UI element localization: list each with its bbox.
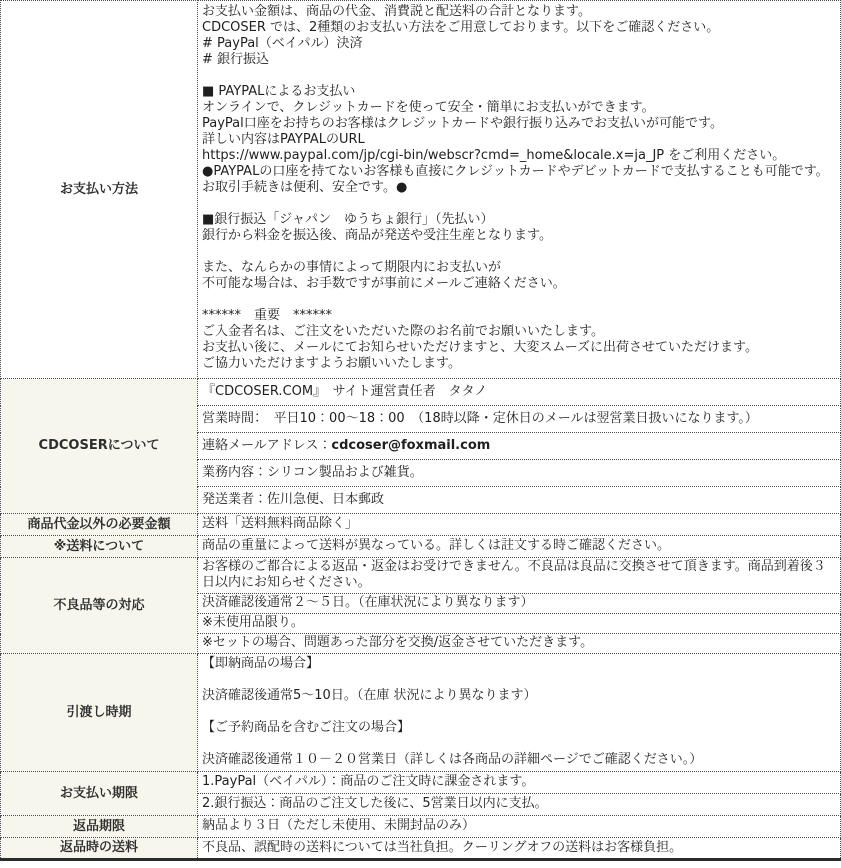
row-header-defective-items: 不良品等の対応 (1, 558, 198, 654)
text-line: 銀行から料金を振込後、商品が発送や受注生産となります。 (202, 228, 552, 243)
text-line: 『CDCOSER.COM』 サイト運営責任者 タタノ (202, 384, 488, 399)
text-line: ■銀行振込「ジャパン ゆうちょ銀行」（先払い） (202, 212, 494, 227)
text-line: 営業時間： 平日10：00～18：00 （18時以降・定休日のメールは翌営業日扱いになります。） (202, 411, 758, 426)
text-line: # PayPal（ベイパル）決済 (202, 36, 363, 51)
row-header-return-shipping: 返品時の送料 (1, 838, 198, 860)
table-body (1, 1, 841, 860)
text-line: PayPal口座をお持ちのお客様はクレジットカードや銀行振り込みでお支払いが可能です。 (202, 116, 723, 131)
text-line: 詳しい内容はPAYPALのURL (202, 132, 365, 147)
text-line: 2.銀行振込：商品のご注文した後に、5営業日以内に支払。 (202, 796, 548, 811)
text-part: 連絡メールアドレス： (202, 438, 332, 453)
table-row-about-cdcoser-0 (1, 379, 841, 406)
row-content-payment-deadline-1 (198, 794, 841, 816)
text-line: 決済確認後通常１０－２０営業日（詳しくは各商品の詳細ページでご確認ください。） (202, 752, 703, 767)
row-content-return-shipping (198, 838, 841, 860)
text-line: CDCOSER では、2種類のお支払い方法をご用意しております。以下をご確認ください。 (202, 20, 720, 35)
row-header-shipping-note: ※送料について (1, 536, 198, 558)
table-row-extra-fees (1, 514, 841, 536)
row-content-defective-items-3 (198, 634, 841, 654)
text-line (202, 438, 836, 454)
row-content-about-cdcoser-4 (198, 487, 841, 514)
text-line (202, 196, 836, 212)
row-content-about-cdcoser-3 (198, 460, 841, 487)
row-content-delivery-time (198, 654, 841, 772)
row-header-payment-deadline: お支払い期限 (1, 772, 198, 816)
text-line: 決済確認後通常２～５日。（在庫状況により異なります） (202, 595, 534, 610)
row-content-defective-items-2 (198, 614, 841, 634)
text-line: 送料「送料無料商品除く」 (202, 516, 359, 531)
row-content-payment-method (198, 1, 841, 379)
row-header-delivery-time: 引渡し時期 (1, 654, 198, 772)
row-header-about-cdcoser: CDCOSERについて (1, 379, 198, 514)
text-line: 【ご予約商品を含むご注文の場合】 (202, 720, 411, 735)
row-content-return-deadline (198, 816, 841, 838)
text-line (202, 672, 836, 688)
table-row-return-shipping (1, 838, 841, 860)
text-line: 不可能な場合は、お手数ですが事前にメールご連絡ください。 (202, 276, 566, 291)
text-line: お支払い金額は、商品の代金、消費説と配送料の合計となります。 (202, 4, 591, 19)
row-header-payment-method: お支払い方法 (1, 1, 198, 379)
row-content-shipping-note (198, 536, 841, 558)
text-line: 業務内容：シリコン製品および雑貨。 (202, 465, 423, 480)
table-row-return-deadline (1, 816, 841, 838)
row-content-about-cdcoser-1 (198, 406, 841, 433)
text-line (202, 244, 836, 260)
text-line: お取引手続きは便利、安全です。● (202, 180, 408, 195)
text-line: 納品より３日（ただし未使用、未開封品のみ） (202, 818, 476, 833)
table-row-shipping-note (1, 536, 841, 558)
text-line: 【即納商品の場合】 (202, 656, 320, 671)
text-line: お客様のご都合による返品・返金はお受けできません。不良品は良品に交換させて頂きます。商品到着後３日以内にお知らせください。 (202, 559, 826, 590)
row-content-about-cdcoser-0 (198, 379, 841, 406)
text-line (202, 736, 836, 752)
text-line: 発送業者：佐川急便、日本郵政 (202, 492, 385, 507)
email-address: cdcoser@foxmail.com (331, 438, 491, 453)
text-line: ご協力いただけますようお願いいたします。 (202, 356, 461, 371)
row-header-return-deadline: 返品期限 (1, 816, 198, 838)
text-line: オンラインで、クレジットカードを使って安全・簡単にお支払いができます。 (202, 100, 655, 115)
text-line (202, 704, 836, 720)
table-row-payment-method (1, 1, 841, 379)
text-line: ※未使用品限り。 (202, 615, 304, 630)
text-line: ●PAYPALの口座を持てないお客様も直接にクレジットカードやデビットカードで支払することも可能です。 (202, 164, 829, 179)
table-row-delivery-time (1, 654, 841, 772)
text-line: # 銀行振込 (202, 52, 270, 67)
text-line: ご入金者名は、ご注文をいただいた際のお名前でお願いいたします。 (202, 324, 604, 339)
table-row-payment-deadline-0 (1, 772, 841, 794)
text-line: 不良品、誤配時の送料については当社負担。クーリングオフの送料はお客様負担。 (202, 839, 683, 855)
row-content-about-cdcoser-2 (198, 433, 841, 460)
text-line: https://www.paypal.com/jp/cgi-bin/webscr?cmd=_home&locale.x=ja_JP をご利用ください。 (202, 148, 786, 163)
row-content-defective-items-1 (198, 594, 841, 614)
row-header-extra-fees: 商品代金以外の必要金額 (1, 514, 198, 536)
row-content-defective-items-0 (198, 558, 841, 594)
row-content-payment-deadline-0 (198, 772, 841, 794)
text-line: 決済確認後通常5～10日。（在庫 状況により異なります） (202, 688, 537, 703)
text-line: 1.PayPal（ベイパル）：商品のご注文時に課金されます。 (202, 774, 535, 789)
row-content-extra-fees (198, 514, 841, 536)
text-line: ※セットの場合、問題あった部分を交換/返金させていただきます。 (202, 635, 594, 650)
text-line: お支払い後に、メールにてお知らせいただけますと、大変スムーズに出荷させていただけます。 (202, 340, 759, 355)
text-line (202, 292, 836, 308)
table-row-defective-items-0 (1, 558, 841, 594)
text-line: 商品の重量によって送料が異なっている。詳しくは註文する時ご確認ください。 (202, 538, 671, 553)
text-line: ****** 重要 ****** (202, 308, 333, 323)
text-line (202, 68, 836, 84)
text-line: また、なんらかの事情によって期限内にお支払いが (202, 260, 502, 275)
text-line: ■ PAYPALによるお支払い (202, 84, 356, 99)
